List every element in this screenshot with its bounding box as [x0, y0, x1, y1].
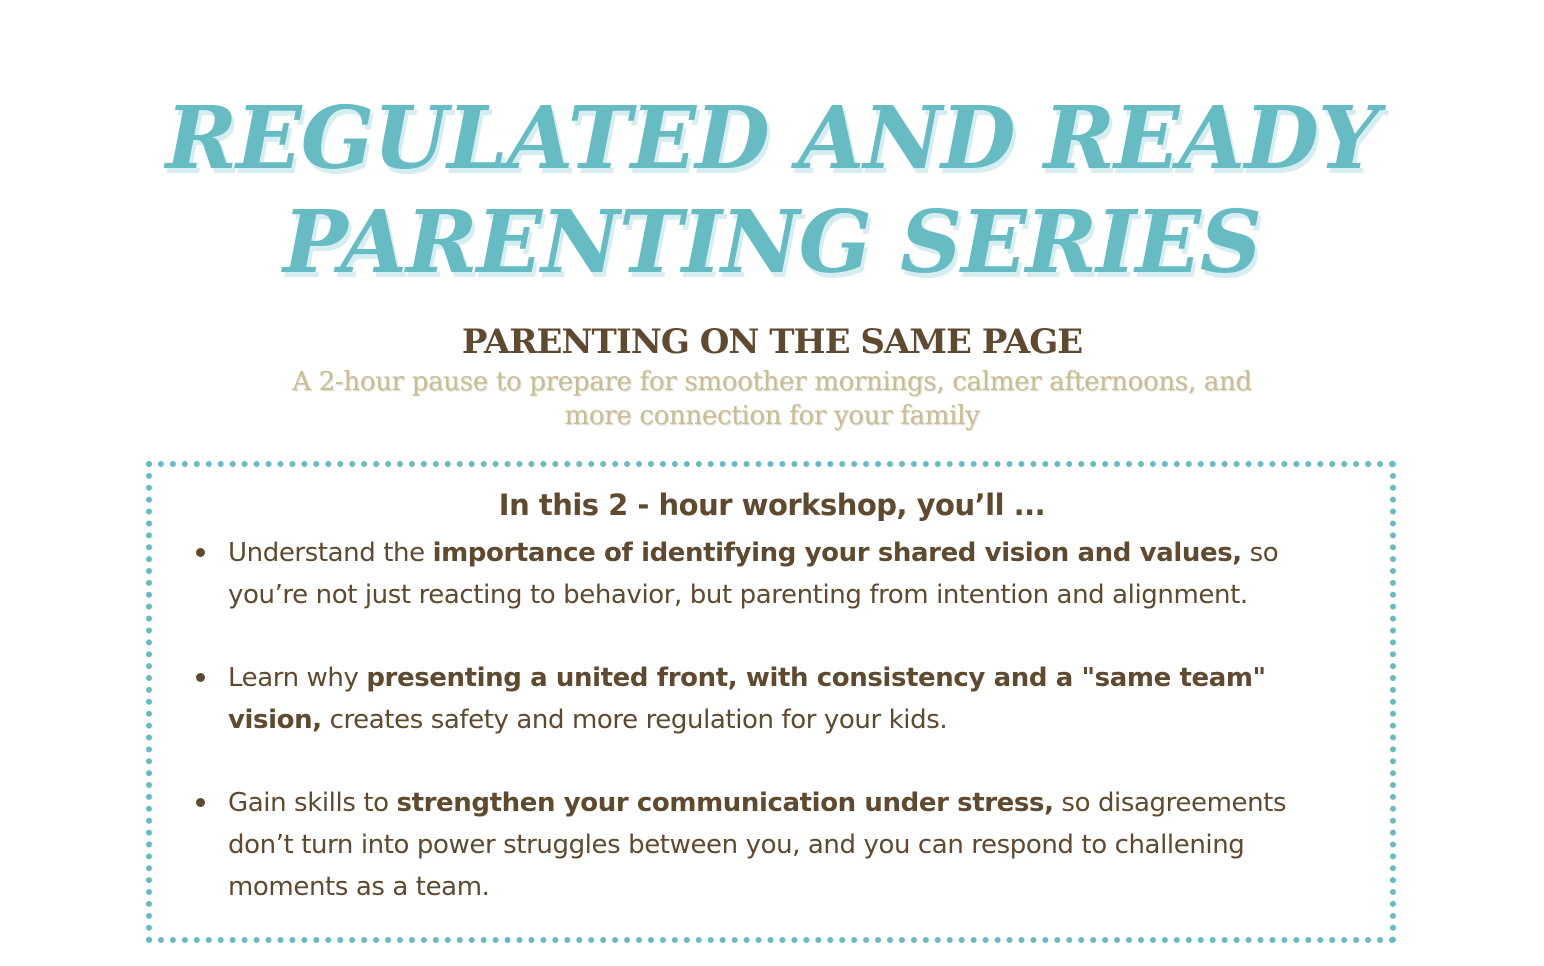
bullet-rest-text: creates safety and more regulation for your kids. — [321, 705, 948, 735]
bullet-rest-text: moments as a team. — [228, 872, 490, 902]
bullet-lead-text: Learn why — [228, 663, 367, 693]
bullet-bold-text: strengthen your communication under stress, — [396, 788, 1054, 818]
bullet-lead-text: Gain skills to — [228, 788, 397, 818]
bullet-dot-icon — [196, 798, 205, 807]
bullet-bold-text: importance of identifying your shared vision and values, — [432, 538, 1242, 568]
bullet-rest-text: so — [1241, 538, 1279, 568]
bullet-bold-text: presenting a united front, with consistency and a "same team" — [366, 663, 1266, 693]
tagline-line-1: A 2-hour pause to prepare for smoother mornings, calmer afternoons, and — [292, 367, 1252, 397]
series-title-line-1: REGULATED AND READY — [165, 88, 1379, 189]
bullet-text — [228, 657, 1378, 741]
bullet-rest-text: don’t turn into power struggles between you, and you can respond to challening — [228, 830, 1245, 860]
series-title-line-2: PARENTING SERIES — [283, 192, 1261, 293]
bullet-text — [228, 532, 1378, 616]
bullet-rest-text: you’re not just reacting to behavior, but parenting from intention and alignment. — [228, 580, 1248, 610]
tagline-line-2: more connection for your family — [564, 401, 980, 431]
bullet-dot-icon — [196, 548, 205, 557]
bullet-text — [228, 782, 1378, 908]
bullet-rest-text: so disagreements — [1053, 788, 1287, 818]
bullet-lead-text: Understand the — [228, 538, 433, 568]
bullet-bold-text: vision, — [228, 705, 322, 735]
workshop-heading: In this 2 - hour workshop, you’ll ... — [498, 488, 1046, 522]
bullet-dot-icon — [196, 673, 205, 682]
workshop-tagline — [200, 365, 1344, 433]
workshop-subtitle: PARENTING ON THE SAME PAGE — [461, 322, 1083, 362]
